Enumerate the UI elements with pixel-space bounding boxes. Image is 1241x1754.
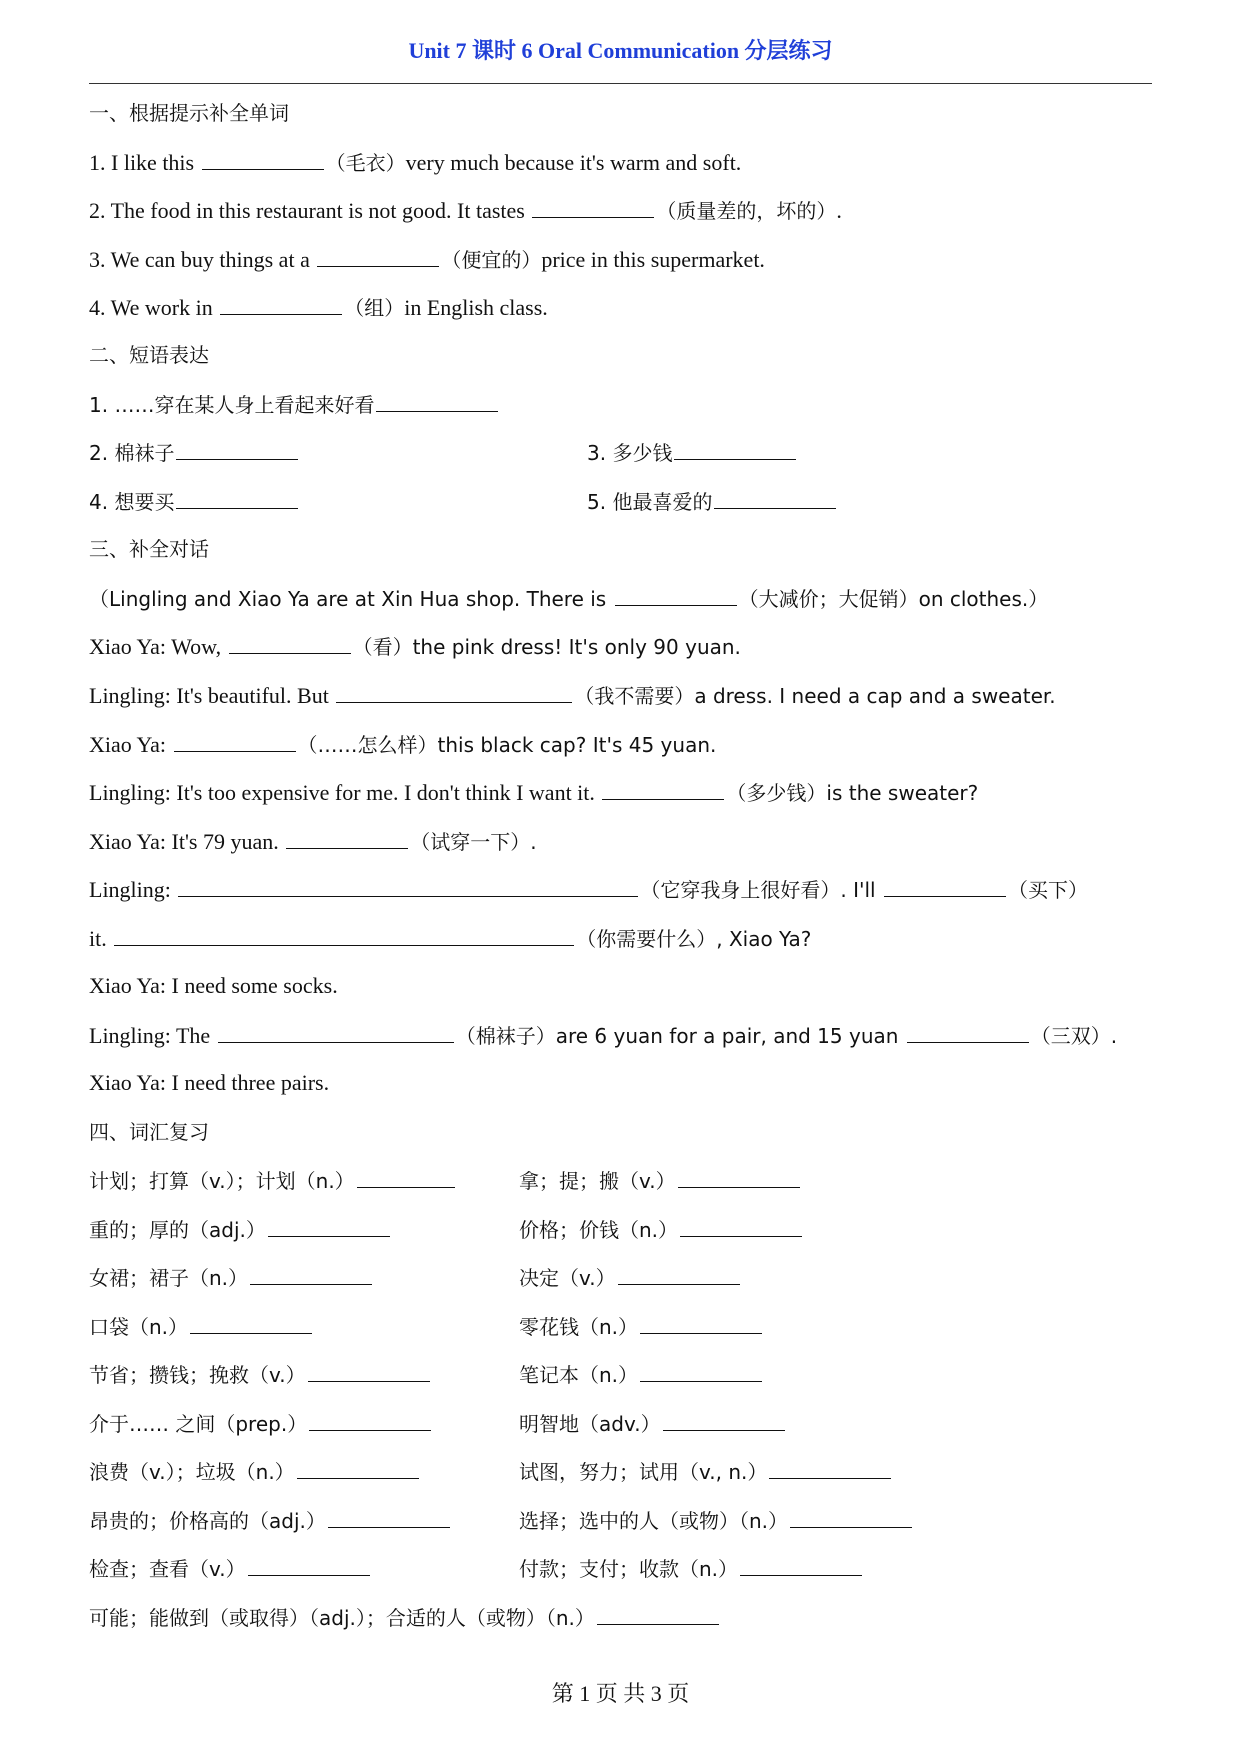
dialog-line-10: [89, 1020, 1117, 1051]
vocab-row-2-right: [519, 1214, 804, 1245]
s2-item-4: [89, 486, 300, 517]
vocab-3r-blank[interactable]: [618, 1262, 740, 1285]
vocab-2l-label: 重的；厚的（adj.）: [89, 1218, 266, 1242]
vocab-9l-label: 检查；查看（v.）: [89, 1557, 246, 1581]
vocab-3r-label: 决定（v.）: [519, 1266, 616, 1290]
s1-item-4: [89, 292, 548, 323]
dialog-3-blank[interactable]: [336, 680, 572, 703]
dialog-3-text-a: Lingling: It's beautiful. But: [89, 683, 335, 708]
vocab-7l-label: 浪费（v.）；垃圾（n.）: [89, 1460, 295, 1484]
dialog-7-blank-2[interactable]: [884, 874, 1006, 897]
vocab-row-10: [89, 1602, 721, 1633]
dialog-3-text-b: （我不需要）a dress. I need a cap and a sweater.: [574, 684, 1056, 708]
dialog-1-blank[interactable]: [615, 583, 737, 606]
dialog-10-blank-1[interactable]: [218, 1020, 454, 1043]
s2-item-3-blank[interactable]: [674, 437, 796, 460]
vocab-row-3-right: [519, 1262, 742, 1293]
s2-item-2: [89, 437, 300, 468]
vocab-row-8-right: [519, 1505, 914, 1536]
dialog-10-text-b: （棉袜子）are 6 yuan for a pair, and 15 yuan: [455, 1024, 905, 1048]
dialog-10-text-c: （三双）.: [1030, 1024, 1118, 1048]
s1-item-2-pre: 2. The food in this restaurant is not good. It tastes: [89, 198, 531, 223]
s1-item-4-blank[interactable]: [220, 292, 342, 315]
dialog-2-text-b: （看）the pink dress! It's only 90 yuan.: [352, 635, 741, 659]
dialog-line-5: [89, 777, 978, 808]
vocab-row-1-right: [519, 1165, 802, 1196]
s2-item-4-blank[interactable]: [176, 486, 298, 509]
page-title: Unit 7 课时 6 Oral Communication 分层练习: [408, 38, 833, 63]
vocab-5r-blank[interactable]: [640, 1359, 762, 1382]
dialog-4-text-b: （……怎么样）this black cap? It's 45 yuan.: [297, 733, 717, 757]
dialog-4-text-a: Xiao Ya:: [89, 732, 172, 757]
vocab-row-7-right: [519, 1456, 893, 1487]
section1-heading: 一、根据提示补全单词: [89, 101, 289, 125]
dialog-line-11: Xiao Ya: I need three pairs.: [89, 1070, 330, 1095]
vocab-6r-blank[interactable]: [663, 1408, 785, 1431]
dialog-2-blank[interactable]: [229, 631, 351, 654]
s2-item-2-blank[interactable]: [176, 437, 298, 460]
header-divider: [89, 83, 1152, 84]
section4-heading: 四、词汇复习: [89, 1120, 209, 1144]
dialog-8-blank[interactable]: [114, 923, 574, 946]
vocab-6l-label: 介于…… 之间（prep.）: [89, 1412, 308, 1436]
vocab-8r-label: 选择；选中的人（或物）（n.）: [519, 1509, 789, 1533]
vocab-10-label: 可能；能做到（或取得）（adj.）；合适的人（或物）（n.）: [89, 1606, 595, 1630]
vocab-2l-blank[interactable]: [268, 1214, 390, 1237]
s1-item-3-pre: 3. We can buy things at a: [89, 247, 316, 272]
s1-item-4-hint: （组）: [344, 296, 405, 320]
vocab-7r-blank[interactable]: [769, 1456, 891, 1479]
vocab-8l-label: 昂贵的；价格高的（adj.）: [89, 1509, 326, 1533]
s1-item-1-blank[interactable]: [202, 147, 324, 170]
vocab-8l-blank[interactable]: [328, 1505, 450, 1528]
dialog-7-text-a: Lingling:: [89, 877, 177, 902]
vocab-5l-blank[interactable]: [308, 1359, 430, 1382]
dialog-6-text-b: （试穿一下）.: [410, 830, 537, 854]
vocab-4l-blank[interactable]: [190, 1311, 312, 1334]
vocab-10-blank[interactable]: [597, 1602, 719, 1625]
s2-item-5: [587, 486, 838, 517]
vocab-row-2-left: [89, 1214, 392, 1245]
vocab-row-8-left: [89, 1505, 452, 1536]
vocab-row-4-right: [519, 1311, 764, 1342]
s2-item-4-label: 4. 想要买: [89, 490, 175, 514]
vocab-5l-label: 节省；攒钱；挽救（v.）: [89, 1363, 306, 1387]
section2-heading: 二、短语表达: [89, 343, 209, 367]
dialog-line-3: [89, 680, 1056, 711]
vocab-row-9-left: [89, 1553, 372, 1584]
dialog-6-blank[interactable]: [286, 826, 408, 849]
s1-item-4-post: in English class.: [404, 295, 548, 320]
vocab-row-9-right: [519, 1553, 864, 1584]
vocab-row-5-left: [89, 1359, 432, 1390]
dialog-8-text-a: it.: [89, 926, 113, 951]
vocab-row-6-left: [89, 1408, 433, 1439]
vocab-3l-blank[interactable]: [250, 1262, 372, 1285]
dialog-line-1: [89, 583, 1048, 614]
s2-item-2-label: 2. 棉袜子: [89, 441, 175, 465]
dialog-2-text-a: Xiao Ya: Wow,: [89, 634, 227, 659]
dialog-line-6: [89, 826, 537, 857]
vocab-1l-label: 计划；打算（v.）；计划（n.）: [89, 1169, 355, 1193]
vocab-row-7-left: [89, 1456, 421, 1487]
vocab-9r-blank[interactable]: [740, 1553, 862, 1576]
vocab-row-4-left: [89, 1311, 314, 1342]
s2-item-5-label: 5. 他最喜爱的: [587, 490, 713, 514]
vocab-1r-blank[interactable]: [678, 1165, 800, 1188]
vocab-4r-label: 零花钱（n.）: [519, 1315, 639, 1339]
vocab-7l-blank[interactable]: [297, 1456, 419, 1479]
s1-item-1-pre: 1. I like this: [89, 150, 200, 175]
s2-item-5-blank[interactable]: [714, 486, 836, 509]
vocab-row-3-left: [89, 1262, 374, 1293]
vocab-6l-blank[interactable]: [309, 1408, 431, 1431]
dialog-5-blank[interactable]: [602, 777, 724, 800]
dialog-8-text-b: （你需要什么）, Xiao Ya?: [576, 927, 812, 951]
s1-item-2-post: .: [836, 198, 842, 223]
vocab-row-6-right: [519, 1408, 787, 1439]
s2-item-3-label: 3. 多少钱: [587, 441, 673, 465]
s1-item-1-post: very much because it's warm and soft.: [405, 150, 742, 175]
vocab-1l-blank[interactable]: [357, 1165, 455, 1188]
vocab-9r-label: 付款；支付；收款（n.）: [519, 1557, 739, 1581]
vocab-8r-blank[interactable]: [790, 1505, 912, 1528]
dialog-7-text-c: （买下）: [1007, 878, 1088, 902]
s1-item-4-pre: 4. We work in: [89, 295, 219, 320]
dialog-10-text-a: Lingling: The: [89, 1023, 216, 1048]
s1-item-2: [89, 195, 842, 226]
s1-item-3-hint: （便宜的）: [441, 248, 542, 272]
page-number: 第 1 页 共 3 页: [551, 1681, 690, 1706]
vocab-1r-label: 拿；提；搬（v.）: [519, 1169, 676, 1193]
vocab-5r-label: 笔记本（n.）: [519, 1363, 639, 1387]
s2-item-1-label: 1. ……穿在某人身上看起来好看: [89, 393, 375, 417]
dialog-6-text-a: Xiao Ya: It's 79 yuan.: [89, 829, 285, 854]
vocab-row-5-right: [519, 1359, 764, 1390]
vocab-4r-blank[interactable]: [640, 1311, 762, 1334]
dialog-5-text-b: （多少钱）is the sweater?: [726, 781, 979, 805]
dialog-1-text-b: （大减价；大促销）on clothes.）: [738, 587, 1049, 611]
dialog-line-7: [89, 874, 1088, 905]
vocab-2r-label: 价格；价钱（n.）: [519, 1218, 679, 1242]
dialog-4-blank[interactable]: [174, 729, 296, 752]
dialog-line-9: Xiao Ya: I need some socks.: [89, 973, 338, 998]
dialog-7-blank-1[interactable]: [178, 874, 638, 897]
vocab-6r-label: 明智地（adv.）: [519, 1412, 661, 1436]
s1-item-2-blank[interactable]: [532, 195, 654, 218]
vocab-9l-blank[interactable]: [248, 1553, 370, 1576]
s1-item-1: [89, 147, 741, 178]
vocab-4l-label: 口袋（n.）: [89, 1315, 189, 1339]
vocab-7r-label: 试图，努力；试用（v., n.）: [519, 1460, 768, 1484]
dialog-10-blank-2[interactable]: [907, 1020, 1029, 1043]
s2-item-1: [89, 389, 500, 420]
dialog-line-2: [89, 631, 741, 662]
s2-item-1-blank[interactable]: [376, 389, 498, 412]
s1-item-1-hint: （毛衣）: [325, 151, 406, 175]
s1-item-3: [89, 244, 765, 275]
dialog-5-text-a: Lingling: It's too expensive for me. I don't think I want it.: [89, 780, 601, 805]
dialog-7-text-b: （它穿我身上很好看）. I'll: [640, 878, 882, 902]
dialog-line-4: [89, 729, 716, 760]
dialog-1-text-a: （Lingling and Xiao Ya are at Xin Hua shop. There is: [89, 587, 613, 611]
vocab-row-1-left: [89, 1165, 457, 1196]
s2-item-3: [587, 437, 798, 468]
s1-item-3-blank[interactable]: [317, 244, 439, 267]
vocab-3l-label: 女裙；裙子（n.）: [89, 1266, 249, 1290]
s1-item-3-post: price in this supermarket.: [541, 247, 765, 272]
s1-item-2-hint: （质量差的，坏的）: [656, 199, 837, 223]
section3-heading: 三、补全对话: [89, 537, 209, 561]
dialog-line-8: [89, 923, 811, 954]
vocab-2r-blank[interactable]: [680, 1214, 802, 1237]
